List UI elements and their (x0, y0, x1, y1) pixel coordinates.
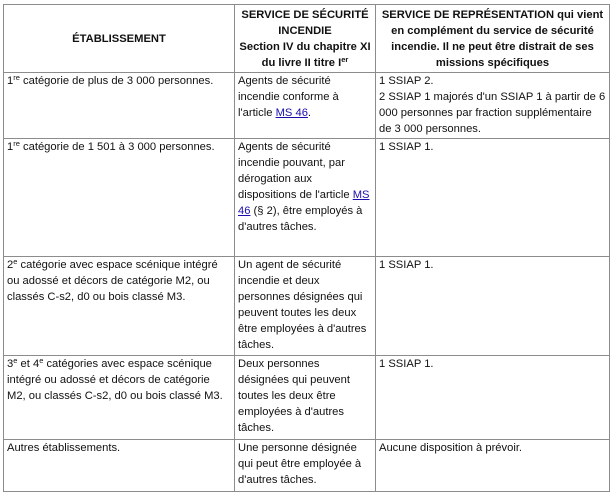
ms46-link[interactable]: MS 46 (275, 107, 308, 119)
header-etablissement (4, 5, 235, 73)
cell-service-securite: Agents de sécurité incendie conforme à l'article MS 46. (235, 73, 376, 139)
cell-representation: 1 SSIAP 1. (376, 356, 610, 440)
header-service-representation-text: SERVICE DE REPRÉSENTATION qui vient en complément du service de sécurité incendie. Il ne peut être distrait de ses missions spécifiques (381, 8, 604, 69)
cell-etablissement: Autres établissements. (4, 440, 235, 492)
cell-etablissement: 1re catégorie de 1 501 à 3 000 personnes. (4, 139, 235, 257)
cell-service-securite: Agents de sécurité incendie pouvant, par dérogation aux dispositions de l'article MS 46 (§ 2), être employés à d'autres tâches. (235, 139, 376, 257)
header-service-representation (376, 5, 610, 73)
table-row (4, 139, 610, 257)
cell-service-securite: Un agent de sécurité incendie et deux personnes désignées qui peuvent toutes les deux être employées à d'autres tâches. (235, 257, 376, 356)
table-row (4, 73, 610, 139)
table-header-row (4, 5, 610, 73)
header-etablissement-text: ÉTABLISSEMENT (72, 32, 166, 45)
cell-representation: 1 SSIAP 2. 2 SSIAP 1 majorés d'un SSIAP 1 à partir de 6 000 personnes par fraction supplémentaire de 3 000 personnes. (376, 73, 610, 139)
table-row (4, 440, 610, 492)
cell-etablissement: 2e catégorie avec espace scénique intégré ou adossé et décors de catégorie M2, ou classés C-s2, d0 ou bois classé M3. (4, 257, 235, 356)
cell-representation: 1 SSIAP 1. (376, 139, 610, 257)
table-row (4, 257, 610, 356)
header-service-securite-ref: Section IV du chapitre XI du livre II titre I (239, 40, 371, 69)
header-service-securite-title: SERVICE DE SÉCURITÉ INCENDIE (241, 8, 369, 37)
cell-etablissement: 3e et 4e catégories avec espace scénique intégré ou adossé et décors de catégorie M2, ou classés C-s2, d0 ou bois classé M3. (4, 356, 235, 440)
cell-service-securite: Deux personnes désignées qui peuvent toutes les deux être employées à d'autres tâches. (235, 356, 376, 440)
table-row (4, 356, 610, 440)
header-service-securite-sup: er (341, 54, 349, 64)
header-service-securite (235, 5, 376, 73)
ms46-link[interactable]: MS 46 (238, 189, 370, 217)
cell-service-securite: Une personne désignée qui peut être employée à d'autres tâches. (235, 440, 376, 492)
cell-representation: 1 SSIAP 1. (376, 257, 610, 356)
cell-representation: Aucune disposition à prévoir. (376, 440, 610, 492)
cell-etablissement: 1re catégorie de plus de 3 000 personnes. (4, 73, 235, 139)
security-services-table (3, 4, 610, 492)
